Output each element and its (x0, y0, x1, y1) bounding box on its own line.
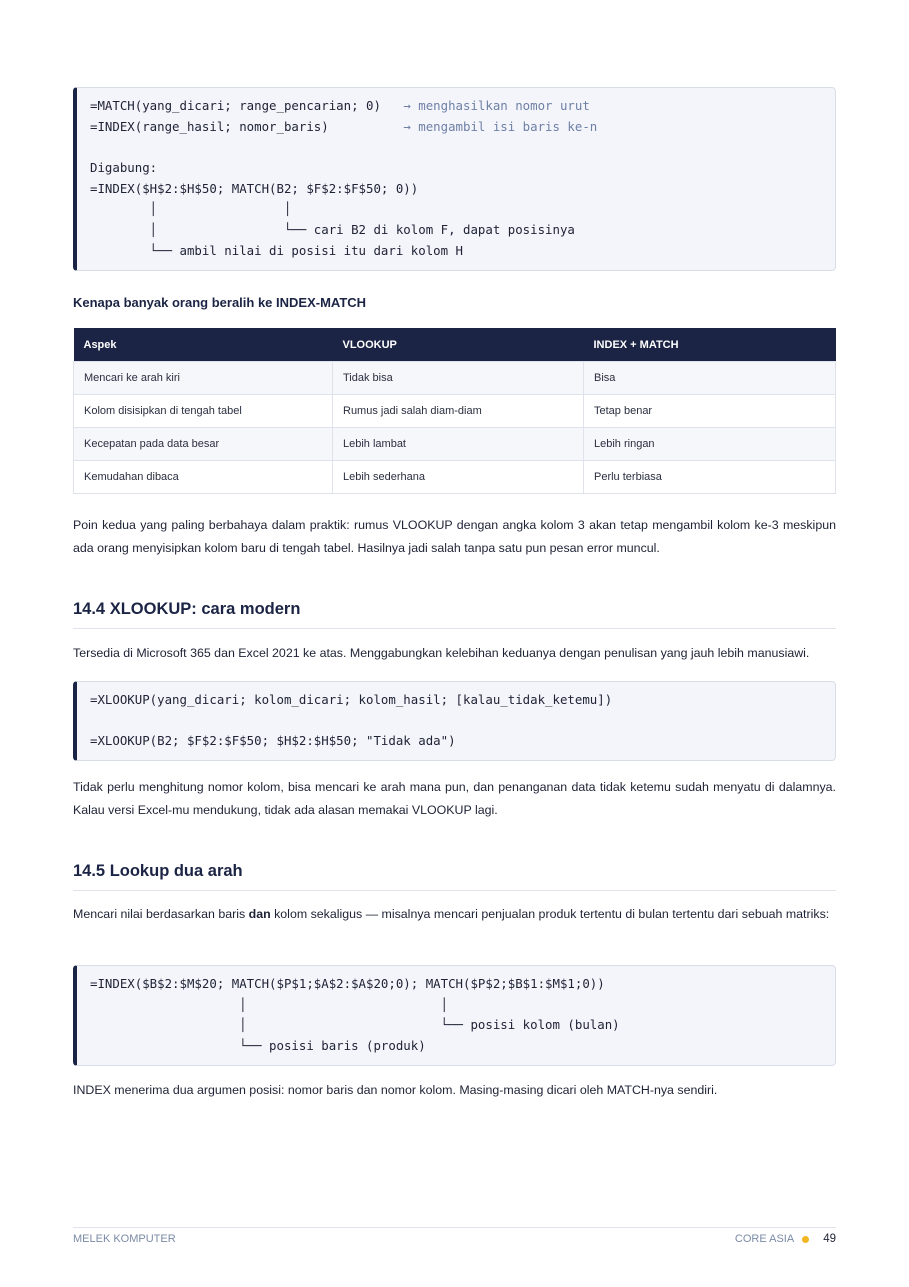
code-line (90, 158, 823, 179)
code-line: └── posisi baris (produk) (90, 1038, 426, 1054)
code-line: │ └── posisi kolom (bulan) (90, 1017, 620, 1033)
table-cell: Kecepatan pada data besar (74, 428, 333, 461)
table-header-cell: VLOOKUP (333, 328, 584, 362)
intro-text: kolom sekaligus — misalnya mencari penjualan produk tertentu di bulan tertentu dari sebuah matriks: (270, 907, 830, 921)
intro-emphasis: dan (248, 907, 271, 921)
code-line (90, 179, 823, 200)
compare-heading: Kenapa banyak orang beralih ke INDEX-MATCH (73, 295, 367, 310)
table-cell: Lebih ringan (584, 428, 836, 461)
paragraph-xlookup-intro: Tersedia di Microsoft 365 dan Excel 2021 ke atas. Menggabungkan kelebihan keduanya dengan penulisan yang jauh lebih manusiawi. (73, 646, 810, 660)
footer-brand: CORE ASIA (734, 1233, 795, 1245)
dot-icon (802, 1236, 809, 1243)
section-title-two-way-lookup: 14.5 Lookup dua arah (73, 862, 836, 891)
paragraph-vlookup-danger: Poin kedua yang paling berbahaya dalam praktik: rumus VLOOKUP dengan angka kolom 3 akan tetap mengambil kolom ke-3 meskipun ada orang menyisipkan kolom baru di tengah tabel. Hasilnya jadi salah tanpa satu pun pesan error muncul. (73, 518, 836, 555)
footer-right (735, 1233, 836, 1245)
table-cell: Rumus jadi salah diam-diam (333, 395, 584, 428)
code-line (90, 199, 823, 220)
code-block-two-way-index (73, 965, 836, 1066)
table-cell: Perlu terbiasa (584, 461, 836, 494)
table-header-cell: Aspek (74, 328, 333, 362)
code-text: └── ambil nilai di posisi itu dari kolom H (90, 242, 463, 258)
footer-title: MELEK KOMPUTER (73, 1233, 176, 1245)
table-cell: Lebih sederhana (333, 461, 584, 494)
code-comment: → mengambil isi baris ke-n (403, 118, 598, 134)
intro-text: Mencari nilai berdasarkan baris (73, 907, 249, 921)
code-text: =INDEX(range_hasil; nomor_baris) (90, 118, 404, 134)
code-line: =XLOOKUP(yang_dicari; kolom_dicari; kolom_hasil; [kalau_tidak_ketemu]) (90, 692, 613, 707)
table-cell: Bisa (584, 362, 836, 395)
section-title-xlookup: 14.4 XLOOKUP: cara modern (73, 600, 836, 629)
table-header-row (74, 328, 836, 362)
table-header-cell: INDEX + MATCH (584, 328, 836, 362)
code-line (90, 117, 823, 138)
page-footer (73, 1227, 836, 1245)
table-cell: Mencari ke arah kiri (74, 362, 333, 395)
paragraph-two-way-outro: INDEX menerima dua argumen posisi: nomor baris dan nomor kolom. Masing-masing dicari oleh MATCH-nya sendiri. (73, 1083, 718, 1097)
code-line (90, 711, 823, 732)
table-row (74, 362, 836, 395)
table-cell: Tetap benar (584, 395, 836, 428)
table-cell: Tidak bisa (333, 362, 584, 395)
code-line: =XLOOKUP(B2; $F$2:$F$50; $H$2:$H$50; "Tidak ada") (90, 733, 456, 749)
table-cell: Lebih lambat (333, 428, 584, 461)
table-row (74, 461, 836, 494)
table-cell: Kemudahan dibaca (74, 461, 333, 494)
code-text: │ └── cari B2 di kolom F, dapat posisinya (90, 222, 575, 238)
table-row (74, 428, 836, 461)
code-line (90, 241, 823, 262)
code-text: │ │ (90, 201, 292, 217)
comparison-table (73, 328, 836, 494)
table-cell: Kolom disisipkan di tengah tabel (74, 395, 333, 428)
code-comment: → menghasilkan nomor urut (403, 98, 590, 113)
table-row (74, 395, 836, 428)
code-line (90, 220, 823, 241)
code-line: │ │ (90, 996, 449, 1012)
code-text: Digabung: (90, 160, 158, 176)
code-block-xlookup (73, 681, 836, 761)
code-line (90, 137, 823, 158)
paragraph-xlookup-outro: Tidak perlu menghitung nomor kolom, bisa mencari ke arah mana pun, dan penanganan data tidak ketemu sudah menyatu di dalamnya. Kalau versi Excel-mu mendukung, tidak ada alasan memakai VLOOKUP lagi. (73, 780, 836, 817)
code-line (90, 96, 823, 117)
code-text: =MATCH(yang_dicari; range_pencarian; 0) (90, 98, 404, 113)
code-text: =INDEX($H$2:$H$50; MATCH(B2; $F$2:$F$50; 0)) (90, 180, 419, 196)
page-number: 49 (823, 1233, 836, 1245)
code-block-match-index (73, 87, 836, 271)
paragraph-two-way-intro (73, 903, 836, 926)
code-line: =INDEX($B$2:$M$20; MATCH($P$1;$A$2:$A$20;0); MATCH($P$2;$B$1:$M$1;0)) (90, 976, 605, 991)
